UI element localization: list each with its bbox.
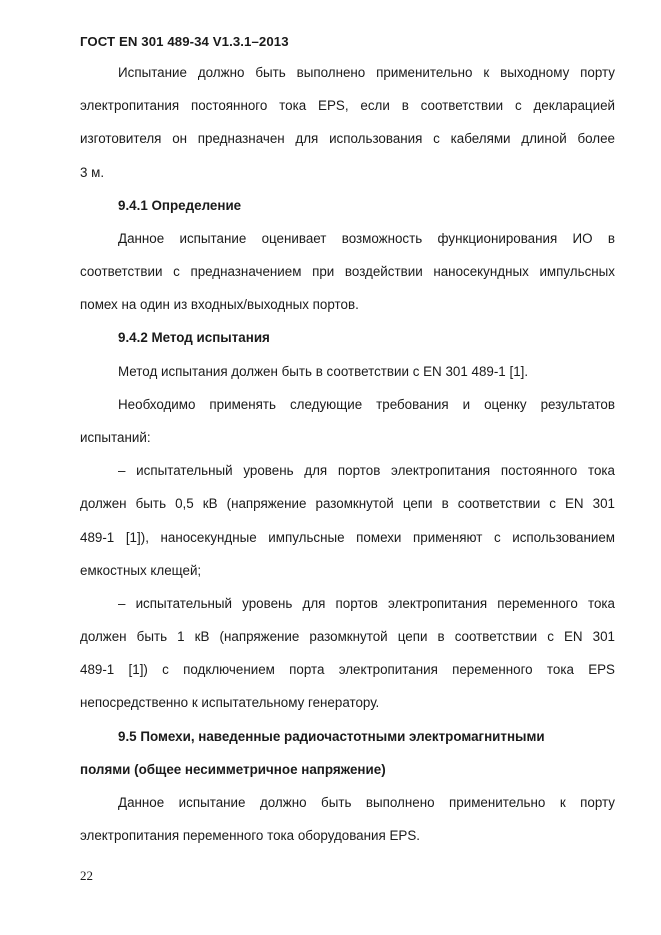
list-item-line: емкостных клещей; [80, 563, 202, 578]
paragraph-line: электропитания переменного тока оборудования EPS. [80, 828, 420, 843]
paragraph-line: изготовителя он предназначен для использования с кабелями длиной более [80, 131, 615, 146]
paragraph-line: 3 м. [80, 165, 105, 180]
document-header: ГОСТ EN 301 489-34 V1.3.1–2013 [80, 34, 289, 49]
section-heading-9-4-1: 9.4.1 Определение [118, 198, 242, 213]
paragraph-line: Испытание должно быть выполнено применительно к выходному порту [118, 65, 615, 80]
paragraph-line: помех на один из входных/выходных портов. [80, 297, 359, 312]
paragraph-line: соответствии с предназначением при воздействии наносекундных импульсных [80, 264, 615, 279]
paragraph-line: Метод испытания должен быть в соответствии с EN 301 489-1 [1]. [118, 364, 529, 379]
section-heading-9-4-2: 9.4.2 Метод испытания [118, 330, 270, 345]
page-number: 22 [80, 868, 93, 883]
list-item-line: – испытательный уровень для портов электропитания переменного тока [118, 596, 615, 611]
paragraph-line: Необходимо применять следующие требования и оценку результатов [118, 397, 615, 412]
list-item-line: 489-1 [1]) с подключением порта электропитания переменного тока EPS [80, 662, 615, 677]
list-item-line: непосредственно к испытательному генератору. [80, 695, 380, 710]
list-item-line: должен быть 0,5 кВ (напряжение разомкнутой цепи в соответствии с EN 301 [80, 496, 615, 511]
paragraph-line: Данное испытание должно быть выполнено применительно к порту [118, 795, 615, 810]
list-item-line: 489-1 [1]), наносекундные импульсные помехи применяют с использованием [80, 530, 615, 545]
list-item-line: должен быть 1 кВ (напряжение разомкнутой цепи в соответствии с EN 301 [80, 629, 615, 644]
paragraph-line: Данное испытание оценивает возможность функционирования ИО в [118, 231, 615, 246]
paragraph-line: испытаний: [80, 430, 151, 445]
section-heading-9-5-cont: полями (общее несимметричное напряжение) [80, 762, 386, 777]
section-heading-9-5: 9.5 Помехи, наведенные радиочастотными электромагнитными [118, 729, 545, 744]
list-item-line: – испытательный уровень для портов электропитания постоянного тока [118, 463, 615, 478]
paragraph-line: электропитания постоянного тока EPS, если в соответствии с декларацией [80, 98, 615, 113]
